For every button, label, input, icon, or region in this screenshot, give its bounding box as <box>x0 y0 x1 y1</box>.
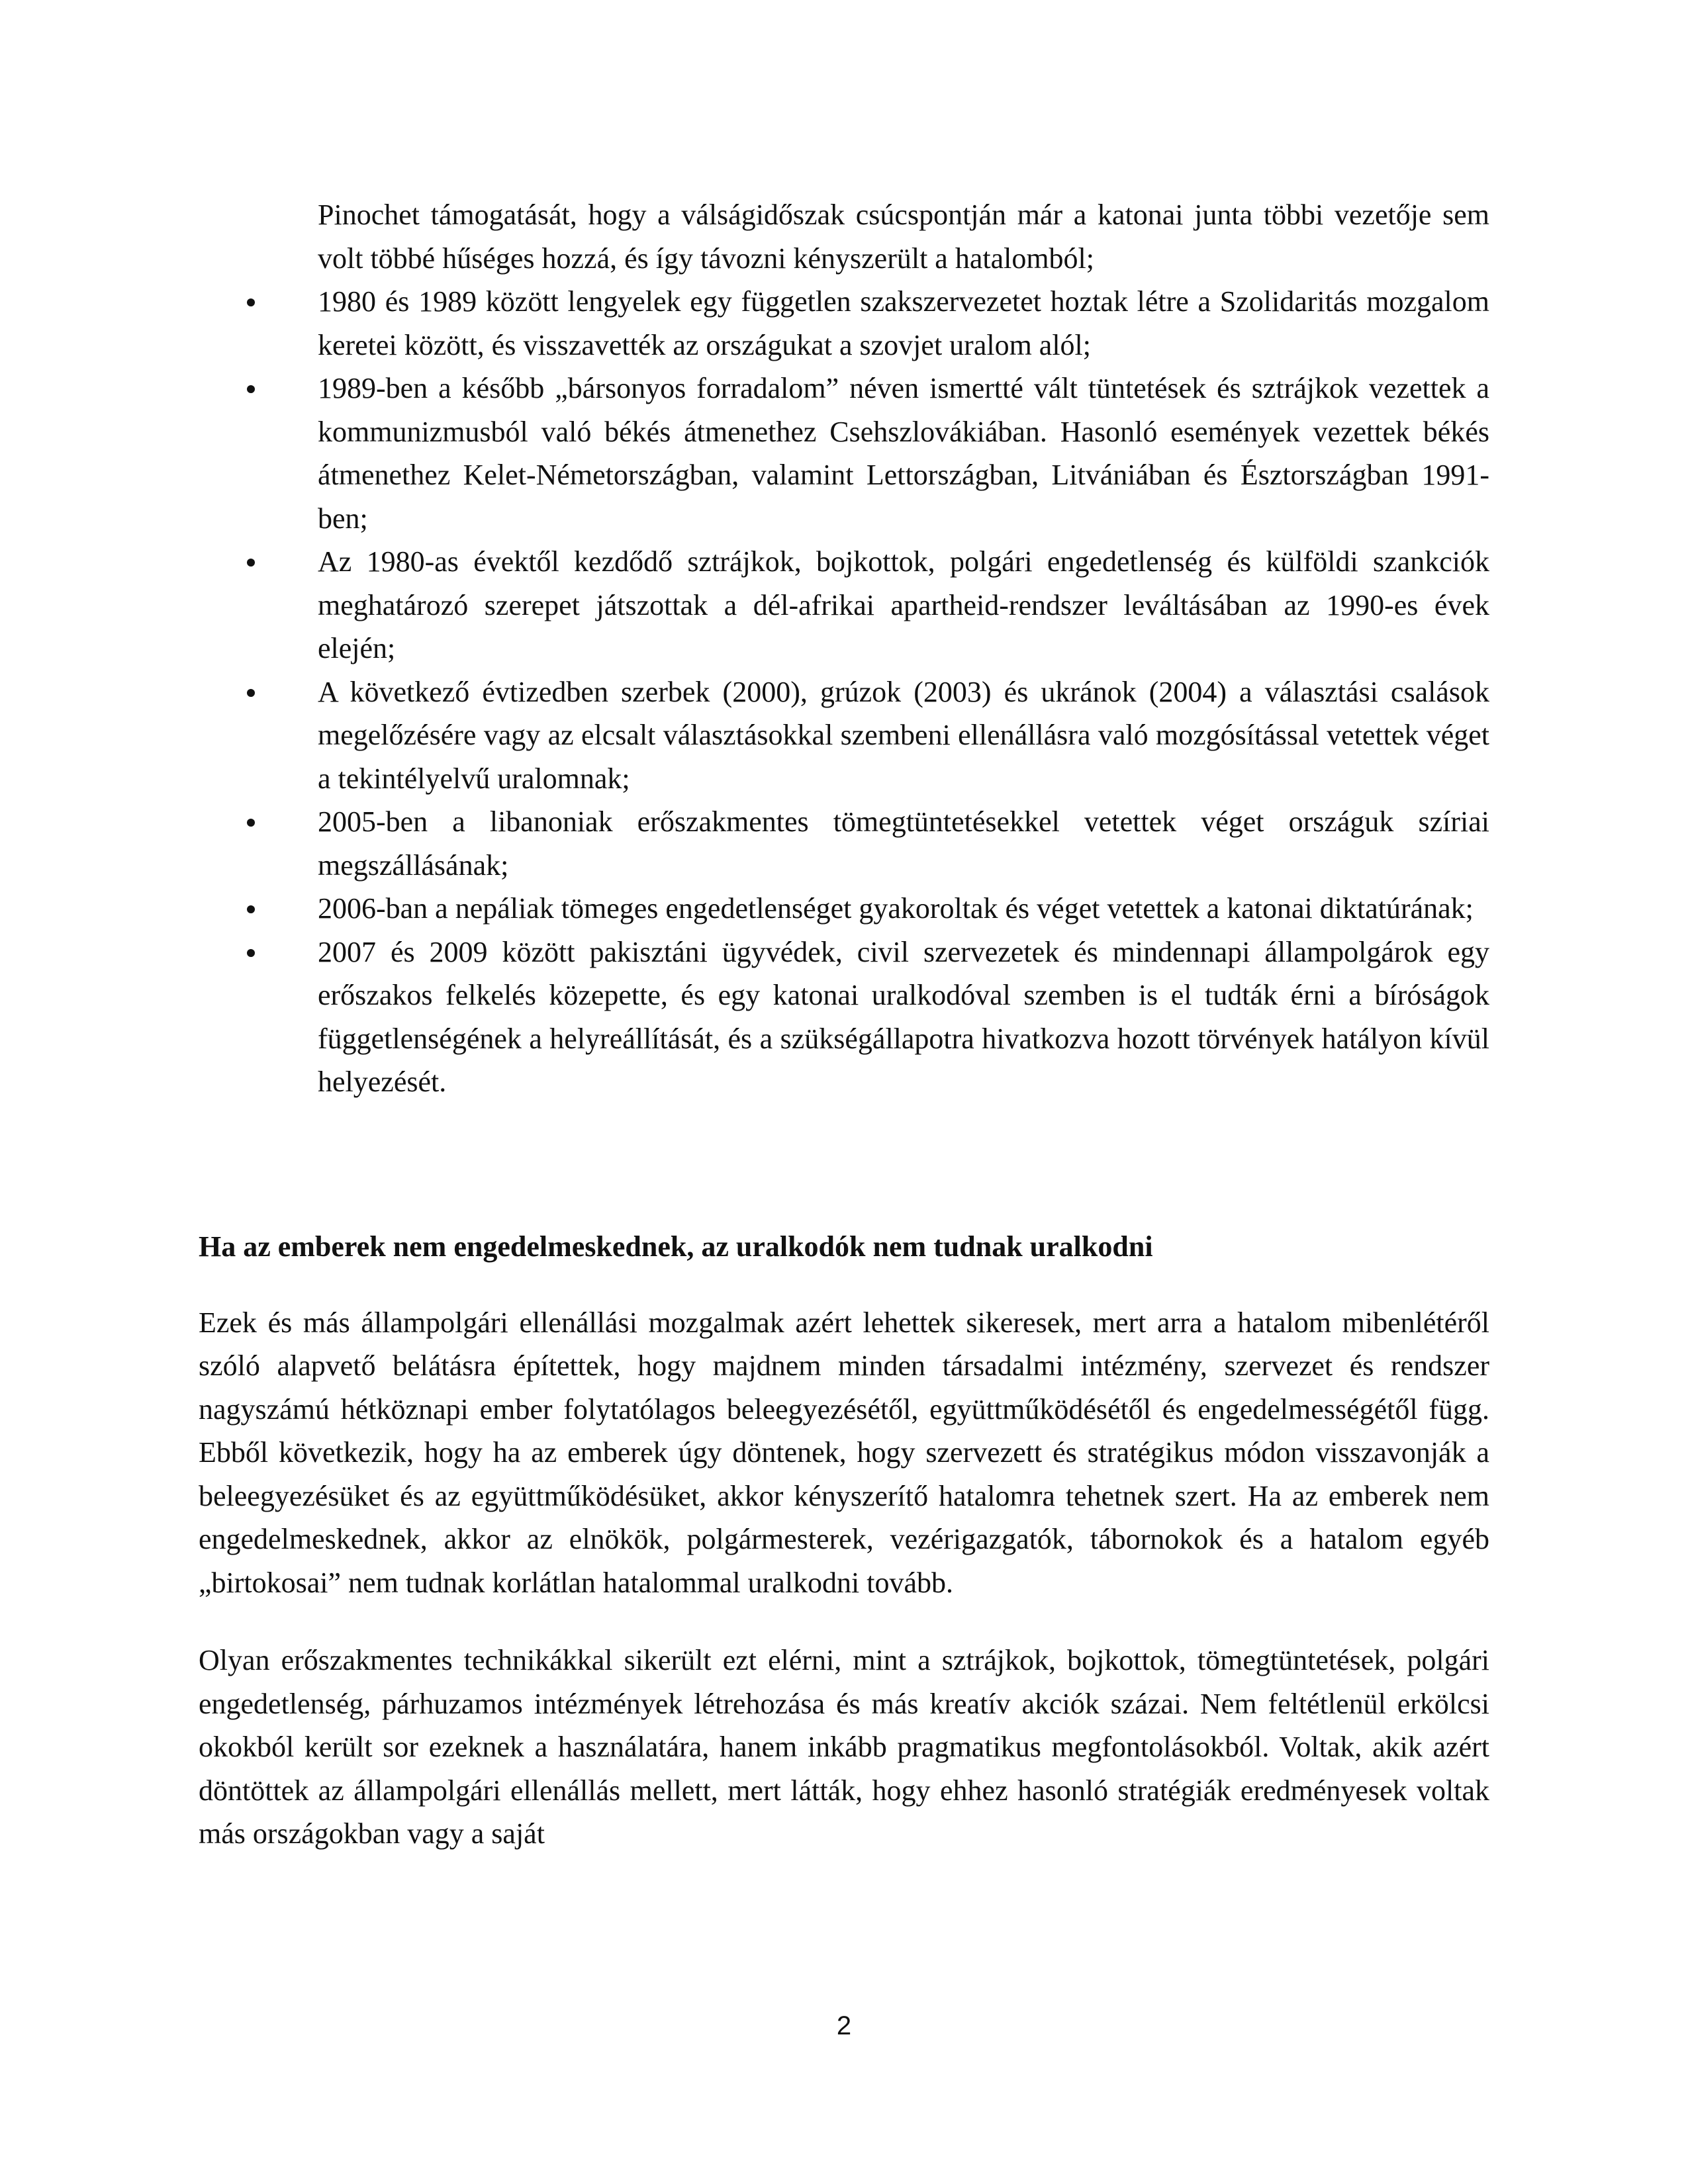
bullet-icon <box>247 298 255 306</box>
bullet-icon <box>247 385 255 393</box>
bullet-text: 2005-ben a libanoniak erőszakmentes tömegtüntetésekkel vetettek véget országuk szíriai megszállásának; <box>318 805 1489 882</box>
continuation-text: Pinochet támogatását, hogy a válságidőszak csúcspontján már a katonai junta többi vezetője sem volt többé hűséges hozzá, és így távozni kényszerült a hatalomból; <box>318 199 1489 275</box>
bullet-icon <box>247 559 255 567</box>
bullet-icon <box>247 689 255 697</box>
bullet-item <box>318 887 1489 931</box>
bullet-text: 2007 és 2009 között pakisztáni ügyvédek, civil szervezetek és mindennapi állampolgárok egy erőszakos felkelés közepette, és egy katonai uralkodóval szemben is el tudták érni a bíróságok függetlenségének a helyreállítását, és a szükségállapotra hivatkozva hozott törvények hatályon kívül helyezését. <box>318 935 1489 1098</box>
bullet-item <box>318 540 1489 670</box>
bullet-text: 2006-ban a nepáliak tömeges engedetlenséget gyakoroltak és véget vetettek a katonai diktatúrának; <box>318 892 1474 925</box>
body-paragraph: Ezek és más állampolgári ellenállási mozgalmak azért lehettek sikeresek, mert arra a hatalom mibenlétéről szóló alapvető belátásra építettek, hogy majdnem minden társadalmi intézmény, szervezet és rendszer nagyszámú hétköznapi ember folytatólagos beleegyezésétől, együttműködésétől és engedelmességétől függ. Ebből következik, hogy ha az emberek úgy döntenek, hogy szervezett és stratégikus módon visszavonják a beleegyezésüket és az együttműködésüket, akkor kényszerítő hatalomra tehetnek szert. Ha az emberek nem engedelmeskednek, akkor az elnökök, polgármesterek, vezérigazgatók, tábornokok és a hatalom egyéb „birtokosai” nem tudnak korlátlan hatalommal uralkodni tovább. <box>199 1306 1489 1599</box>
body-paragraph: Olyan erőszakmentes technikákkal sikerült ezt elérni, mint a sztrájkok, bojkottok, tömegtüntetések, polgári engedetlenség, párhuzamos intézmények létrehozása és más kreatív akciók százai. Nem feltétlenül erkölcsi okokból került sor ezeknek a használatára, hanem inkább pragmatikus megfontolásokból. Voltak, akik azért döntöttek az állampolgári ellenállás mellett, mert látták, hogy ehhez hasonló stratégiák eredményesek voltak más országokban vagy a saját <box>199 1644 1489 1850</box>
bullet-icon <box>247 905 255 913</box>
bullet-item <box>318 800 1489 887</box>
bullet-icon <box>247 949 255 957</box>
bullet-text: 1989-ben a később „bársonyos forradalom” néven ismertté vált tüntetések és sztrájkok vezettek a kommunizmusból való békés átmenethez Csehszlovákiában. Hasonló események vezettek békés átmenethez Kelet-Németországban, valamint Lettországban, Litvániában és Észtországban 1991-ben; <box>318 372 1489 535</box>
bullet-item <box>318 931 1489 1104</box>
bullet-text: Az 1980-as évektől kezdődő sztrájkok, bojkottok, polgári engedetlenség és külföldi szankciók meghatározó szerepet játszottak a dél-afrikai apartheid-rendszer leváltásában az 1990-es évek elején; <box>318 545 1489 664</box>
page-content <box>199 193 1489 1856</box>
bullet-text: 1980 és 1989 között lengyelek egy független szakszervezetet hoztak létre a Szolidaritás mozgalom keretei között, és visszavették az országukat a szovjet uralom alól; <box>318 285 1489 361</box>
bullet-item <box>318 367 1489 540</box>
bullet-list <box>199 280 1489 1104</box>
page-number: 2 <box>836 2011 852 2040</box>
bullet-item <box>318 280 1489 367</box>
section-heading: Ha az emberek nem engedelmeskednek, az uralkodók nem tudnak uralkodni <box>199 1230 1153 1263</box>
bullet-icon <box>247 819 255 827</box>
bullet-text: A következő évtizedben szerbek (2000), grúzok (2003) és ukránok (2004) a választási csalások megelőzésére vagy az elcsalt választásokkal szembeni ellenállásra való mozgósítással vetettek véget a tekintélyelvű uralomnak; <box>318 675 1489 795</box>
bullet-item <box>318 670 1489 801</box>
